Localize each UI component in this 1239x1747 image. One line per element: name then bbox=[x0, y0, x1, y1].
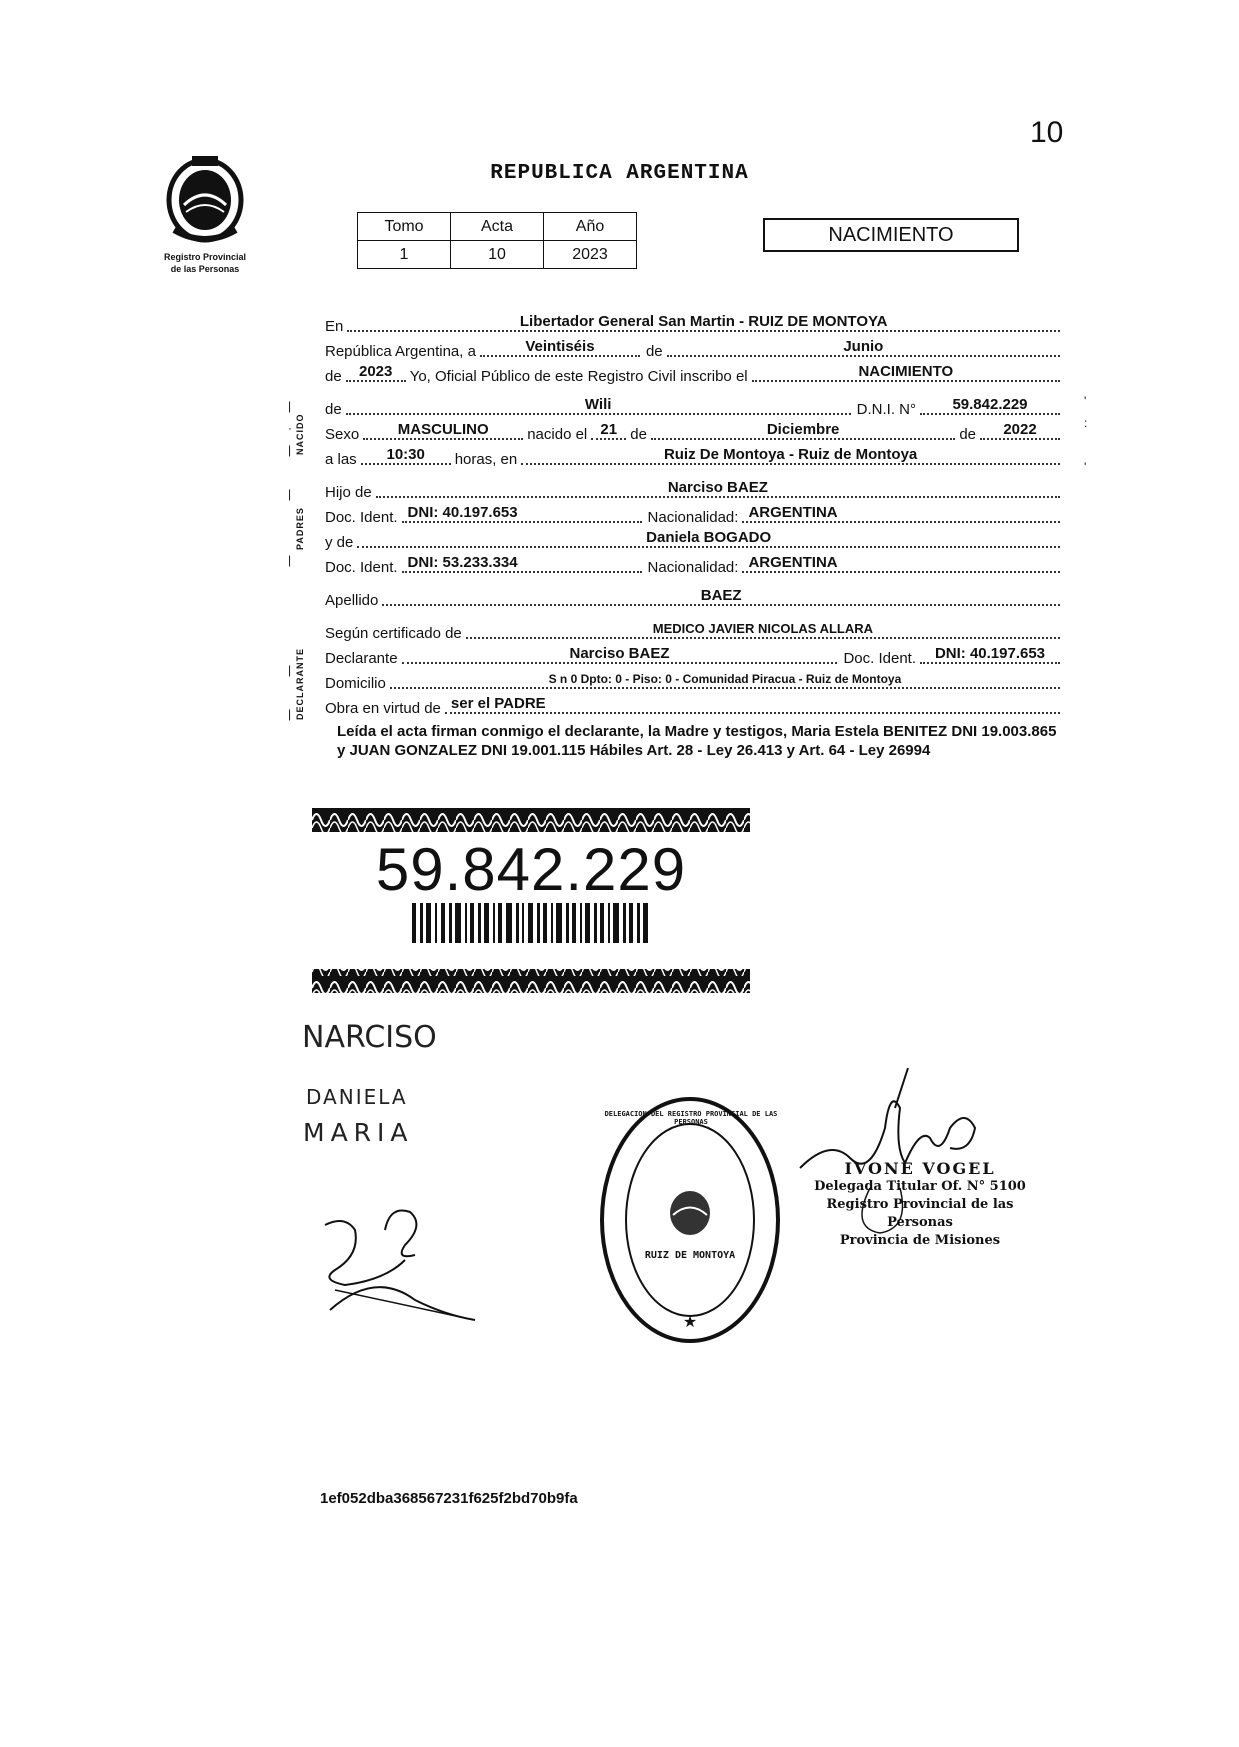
horas-en-label: horas, en bbox=[454, 451, 518, 468]
anio-value: 2023 bbox=[544, 241, 637, 269]
official-name: IVONE VOGEL bbox=[844, 1159, 996, 1178]
row-padre-doc bbox=[325, 501, 1060, 526]
row-certificado bbox=[325, 617, 1060, 642]
record-type-box: NACIMIENTO bbox=[763, 218, 1019, 252]
birth-place-value: Ruiz De Montoya - Ruiz de Montoya bbox=[663, 446, 918, 463]
nacionalidad-label-2: Nacionalidad: bbox=[647, 559, 739, 576]
doc-ident-label: Doc. Ident. bbox=[325, 509, 398, 526]
father-nationality-value: ARGENTINA bbox=[748, 504, 838, 521]
birth-month-value: Diciembre bbox=[766, 421, 840, 438]
father-name-value: Narciso BAEZ bbox=[667, 479, 768, 496]
obra-label: Obra en virtud de bbox=[325, 700, 441, 717]
address-value: S n 0 Dpto: 0 - Piso: 0 - Comunidad Piracua - Ruiz de Montoya bbox=[548, 672, 902, 686]
witness-signature bbox=[315, 1200, 485, 1325]
sexo-label: Sexo bbox=[325, 426, 360, 443]
domicilio-label: Domicilio bbox=[325, 675, 386, 692]
row-apellido bbox=[325, 584, 1060, 609]
row-madre-doc bbox=[325, 551, 1060, 576]
birth-time-value: 10:30 bbox=[386, 446, 425, 463]
month-value: Junio bbox=[843, 338, 884, 355]
row-hora bbox=[325, 443, 1060, 468]
logo-caption-2: de las Personas bbox=[170, 264, 240, 274]
record-fields bbox=[325, 310, 1060, 717]
tomo-header: Tomo bbox=[358, 213, 451, 241]
inscribo-label: Yo, Oficial Público de este Registro Civil inscribo el bbox=[409, 368, 748, 385]
surname-value: BAEZ bbox=[700, 587, 742, 604]
logo-caption-1: Registro Provincial bbox=[163, 252, 247, 262]
de5-label: de bbox=[959, 426, 976, 443]
row-inscribo bbox=[325, 360, 1060, 385]
official-line-2: Registro Provincial de las Personas bbox=[826, 1197, 1014, 1230]
row-padre bbox=[325, 476, 1060, 501]
header-title: REPUBLICA ARGENTINA bbox=[490, 162, 749, 185]
row-madre bbox=[325, 526, 1060, 551]
child-name-value: Wili bbox=[584, 396, 612, 413]
a-las-label: a las bbox=[325, 451, 357, 468]
side-label-padres: PADRES bbox=[295, 507, 305, 550]
birth-year-value: 2022 bbox=[1003, 421, 1037, 438]
seal-outer-text: DELEGACION DEL REGISTRO PROVINCIAL DE LAS PERSONAS bbox=[604, 1110, 778, 1126]
acta-value: 10 bbox=[451, 241, 544, 269]
declarant-doc-value: DNI: 40.197.653 bbox=[934, 645, 1046, 662]
anio-header: Año bbox=[544, 213, 637, 241]
de4-label: de bbox=[630, 426, 647, 443]
en-label: En bbox=[325, 318, 344, 335]
sexo-value: MASCULINO bbox=[397, 421, 489, 438]
row-sexo bbox=[325, 418, 1060, 443]
side-label-nacido: NACIDO bbox=[295, 413, 305, 455]
republica-label: República Argentina, a bbox=[325, 343, 476, 360]
declarant-value: Narciso BAEZ bbox=[569, 645, 670, 662]
official-seal bbox=[598, 1095, 783, 1345]
de-label: de bbox=[645, 343, 663, 360]
tomo-value: 1 bbox=[358, 241, 451, 269]
place-value: Libertador General San Martin - RUIZ DE MONTOYA bbox=[519, 313, 888, 330]
dni-sticker-number: 59.842.229 bbox=[375, 836, 687, 903]
official-stamp bbox=[795, 1160, 1045, 1250]
year-value: 2023 bbox=[359, 363, 393, 380]
row-date bbox=[325, 335, 1060, 360]
birth-day-value: 21 bbox=[600, 421, 618, 438]
mother-nationality-value: ARGENTINA bbox=[748, 554, 838, 571]
margin-ticks-left: | · | | | | | bbox=[288, 399, 292, 721]
row-domicilio bbox=[325, 667, 1060, 692]
handwritten-maria: MARIA bbox=[303, 1118, 414, 1147]
certificate-value: MEDICO JAVIER NICOLAS ALLARA bbox=[652, 621, 874, 636]
reference-table bbox=[357, 212, 637, 269]
mother-doc-value: DNI: 53.233.334 bbox=[407, 554, 518, 571]
doc-ident-label-2: Doc. Ident. bbox=[325, 559, 398, 576]
row-obra bbox=[325, 692, 1060, 717]
declarante-label: Declarante bbox=[325, 650, 398, 667]
svg-text:★: ★ bbox=[682, 1312, 698, 1331]
de2-label: de bbox=[325, 368, 342, 385]
official-line-1: Delegada Titular Of. N° 5100 bbox=[814, 1179, 1026, 1194]
acta-header: Acta bbox=[451, 213, 544, 241]
closing-text: Leída el acta firman conmigo el declarante, la Madre y testigos, Maria Estela BENITEZ DNI 19.003.865 y JUAN GONZALEZ DNI 19.001.115 Hábiles Art. 28 - Ley 26.413 y Art. 64 - Ley 26994 bbox=[337, 723, 1057, 759]
seal-inner-text: RUIZ DE MONTOYA bbox=[644, 1250, 736, 1261]
hijo-de-label: Hijo de bbox=[325, 484, 372, 501]
dni-label: D.N.I. N° bbox=[856, 401, 916, 418]
side-label-declarante: DECLARANTE bbox=[295, 648, 305, 720]
inscribo-value: NACIMIENTO bbox=[858, 363, 954, 380]
father-doc-value: DNI: 40.197.653 bbox=[407, 504, 518, 521]
handwritten-daniela: DANIELA bbox=[306, 1085, 408, 1109]
page-number: 10 bbox=[1030, 116, 1064, 149]
day-value: Veintiséis bbox=[525, 338, 595, 355]
official-line-3: Provincia de Misiones bbox=[839, 1233, 1001, 1248]
doc-ident-label-3: Doc. Ident. bbox=[843, 650, 916, 667]
row-en bbox=[325, 310, 1060, 335]
mother-name-value: Daniela BOGADO bbox=[646, 529, 772, 546]
margin-ticks-right: ' : ' bbox=[1084, 394, 1088, 474]
apellido-label: Apellido bbox=[325, 592, 379, 609]
row-declarante bbox=[325, 642, 1060, 667]
barcode-bars bbox=[412, 903, 648, 943]
nacionalidad-label: Nacionalidad: bbox=[647, 509, 739, 526]
document-hash: 1ef052dba368567231f625f2bd70b9fa bbox=[320, 1490, 578, 1507]
child-dni-value: 59.842.229 bbox=[952, 396, 1028, 413]
y-de-label: y de bbox=[325, 534, 354, 551]
certificado-label: Según certificado de bbox=[325, 625, 462, 642]
de3-label: de bbox=[325, 401, 342, 418]
capacity-value: ser el PADRE bbox=[450, 695, 546, 712]
nacido-el-label: nacido el bbox=[527, 426, 588, 443]
row-name bbox=[325, 393, 1060, 418]
handwritten-narciso: NARCISO bbox=[302, 1020, 437, 1055]
